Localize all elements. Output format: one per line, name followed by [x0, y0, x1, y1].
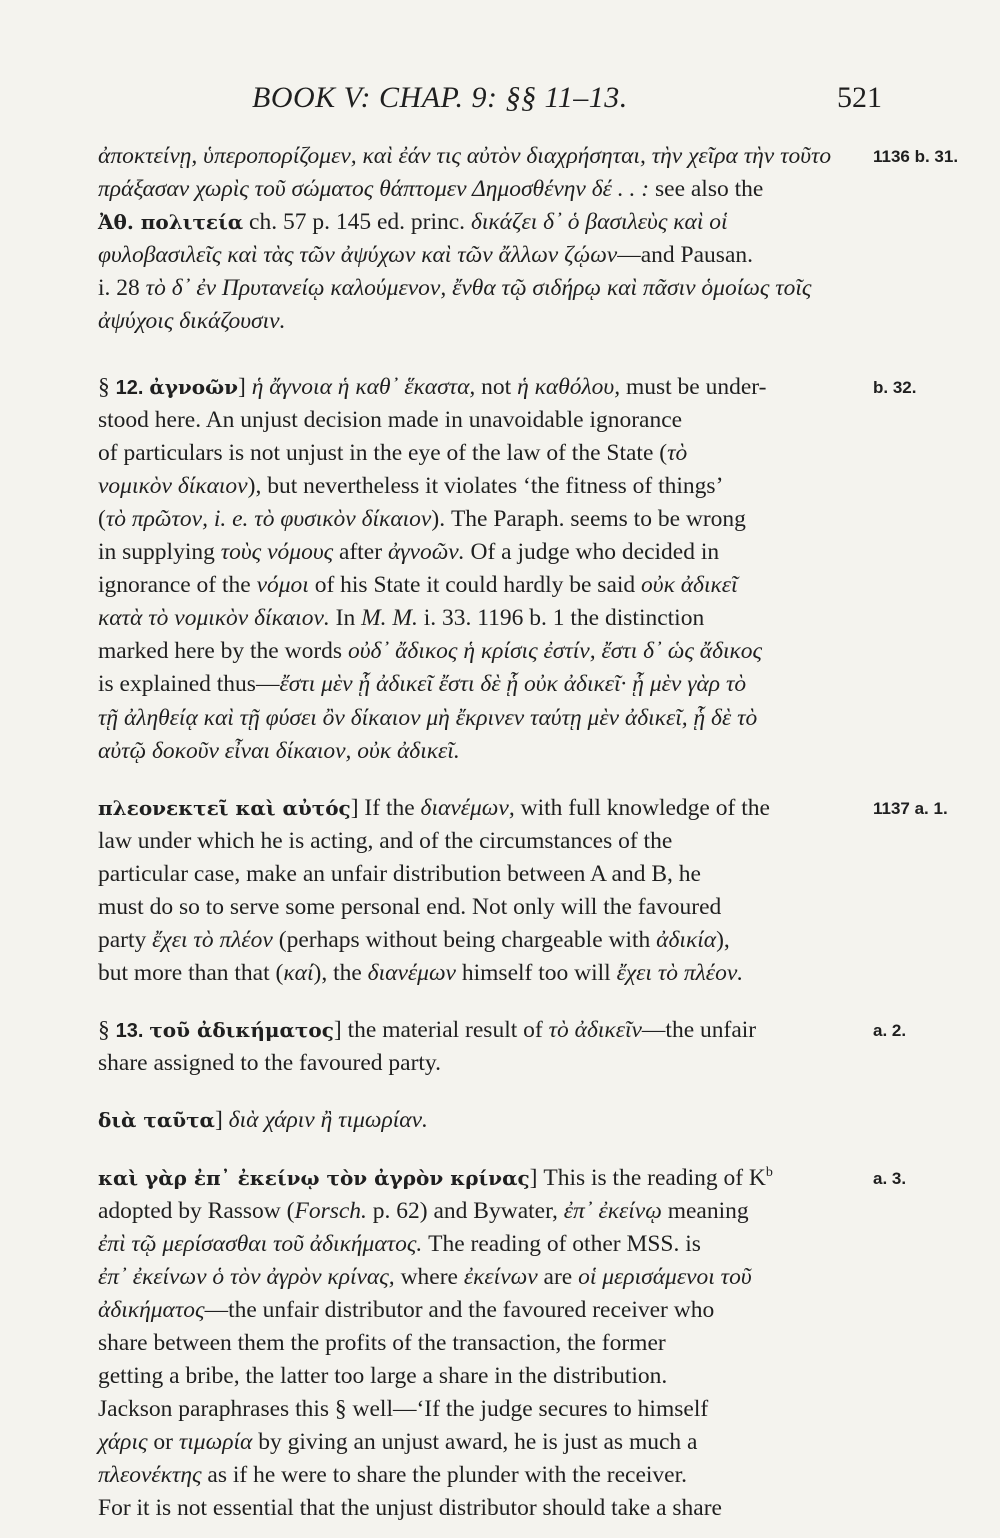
text-line	[98, 1195, 878, 1228]
text-line	[98, 404, 878, 437]
text-segment: of his State it could hardly be said	[308, 572, 642, 599]
greek-text: ἀποκτείνῃ, ὑπεροπορίζομεν, καὶ ἐάν τις αὐτὸν διαχρήσηται, τὴν χεῖρα τὴν τοῦτο	[98, 143, 832, 169]
text-segment: law under which he is acting, and of the circumstances of the	[98, 827, 673, 854]
text-line	[98, 206, 878, 239]
text-line	[98, 602, 878, 635]
text-line	[98, 437, 878, 470]
lemma: πλεονεκτεῖ καὶ αὐτός	[98, 795, 351, 820]
text-line	[98, 305, 878, 338]
greek-text: ἡ καθόλου,	[517, 373, 621, 400]
margin-reference: a. 3.	[873, 1168, 907, 1188]
text-segment: For it is not essential that the unjust distributor should take a share	[98, 1495, 722, 1522]
text-line	[98, 635, 878, 668]
text-segment: party	[98, 927, 153, 954]
greek-text: δικάζει δ᾽ ὁ βασιλεὺς καὶ οἱ	[470, 209, 728, 236]
text-line	[98, 891, 878, 924]
greek-text: ἐπ᾽ ἐκείνων ὁ τὸν ἀγρὸν κρίνας,	[98, 1263, 395, 1290]
text-segment: Of a judge who decided in	[464, 539, 720, 566]
text-line	[98, 1047, 878, 1080]
greek-text: ἐπὶ τῷ μερίσασθαι τοῦ ἀδικήματος.	[98, 1230, 423, 1257]
greek-text: ἐπ᾽ ἐκείνῳ	[563, 1197, 662, 1224]
greek-text: ἀψύχοις δικάζουσιν.	[98, 308, 286, 335]
text-line	[98, 503, 878, 536]
greek-text: τὸ	[667, 439, 688, 466]
text-line	[98, 825, 878, 858]
text-line	[98, 1104, 878, 1137]
text-segment: Jackson paraphrases this § well—‘If the judge secures to himself	[98, 1396, 709, 1423]
greek-text: αὐτῷ δοκοῦν εἶναι δίκαιον, οὐκ ἀδικεῖ.	[98, 737, 460, 764]
text-segment: where	[394, 1263, 464, 1290]
greek-text: χάρις	[98, 1429, 148, 1456]
lemma: Ἀθ. πολιτεία	[98, 210, 244, 235]
text-segment: stood here. An unjust decision made in unavoidable ignorance	[98, 406, 683, 433]
text-segment: ). The Paraph. seems to be wrong	[431, 505, 746, 532]
text-segment: ch. 57 p. 145 ed. princ.	[243, 209, 471, 236]
text-segment: ), but nevertheless it violates ‘the fitness of things’	[247, 472, 724, 499]
lemma: διὰ ταῦτα	[98, 1108, 215, 1133]
text-segment: not	[475, 373, 518, 400]
text-segment: ] This is the reading of K	[529, 1164, 766, 1191]
greek-text: διανέμων,	[420, 794, 515, 821]
text-segment: as if he were to share the plunder with the receiver.	[201, 1462, 688, 1489]
text-segment: is explained thus—	[98, 671, 280, 698]
text-line	[98, 371, 917, 404]
text-line	[98, 735, 878, 768]
text-line	[98, 470, 878, 503]
text-line	[98, 239, 878, 272]
text-segment: (	[98, 505, 106, 532]
text-segment: with full knowledge of the	[514, 794, 770, 821]
text-segment: §	[98, 373, 116, 400]
greek-text: τὸ δ᾽ ἐν Πρυτανείῳ καλούμενον, ἔνθα τῷ σιδήρῳ καὶ πᾶσιν ὁμοίως τοῖς	[145, 275, 812, 302]
text-segment: The reading of other MSS. is	[422, 1230, 701, 1257]
text-segment: ignorance of the	[98, 572, 257, 599]
greek-text: ἔχει τὸ πλέον.	[616, 960, 744, 987]
text-segment: or	[147, 1429, 179, 1456]
text-line	[98, 858, 878, 891]
text-line	[98, 1162, 907, 1195]
greek-text: φυλοβασιλεῖς καὶ τὰς τῶν ἀψύχων καὶ τῶν ἄλλων ζῴων	[98, 242, 618, 269]
text-line	[98, 1294, 878, 1327]
lemma: ἀγνοῶν	[149, 374, 239, 399]
text-segment: marked here by the words	[98, 638, 348, 665]
section-number: 13.	[115, 1020, 144, 1043]
running-title: BOOK V: CHAP. 9: §§ 11–13.	[252, 81, 628, 114]
text-segment: himself too will	[455, 960, 617, 987]
text-segment: of particulars is not unjust in the eye of the law of the State (	[98, 439, 668, 466]
text-line	[98, 1459, 878, 1492]
text-segment: ]	[238, 373, 252, 400]
margin-reference: a. 2.	[873, 1021, 907, 1041]
commentary-text	[98, 140, 959, 1526]
text-segment: by giving an unjust award, he is just as much a	[252, 1429, 698, 1456]
text-line	[98, 569, 878, 602]
text-line	[98, 924, 878, 957]
text-segment: i. 28	[98, 275, 146, 302]
text-segment: share between them the profits of the transaction, the former	[98, 1330, 666, 1356]
text-segment: i. 33. 1196 b. 1 the distinction	[417, 605, 705, 632]
text-segment: §	[98, 1017, 116, 1044]
text-line	[98, 536, 878, 569]
greek-text: πλεονέκτης	[98, 1462, 202, 1489]
text-line	[98, 702, 878, 735]
greek-text: πράξασαν χωρὶς τοῦ σώματος θάπτομεν Δημοσθένην δέ . . :	[98, 176, 650, 203]
greek-text: νομικὸν δίκαιον	[98, 472, 248, 499]
text-line	[98, 792, 948, 825]
text-segment: must be under-	[620, 373, 767, 400]
greek-text: M. M.	[361, 605, 418, 632]
greek-text: διανέμων	[367, 960, 456, 987]
text-segment: in supplying	[98, 539, 221, 566]
text-line	[98, 957, 878, 990]
greek-text: καί	[283, 960, 314, 987]
text-segment: —the unfair	[641, 1017, 757, 1044]
greek-text: Forsch.	[294, 1197, 367, 1224]
text-line	[98, 1014, 907, 1047]
greek-text: ἀγνοῶν.	[387, 539, 465, 566]
text-segment: p. 62) and Bywater,	[366, 1197, 564, 1224]
text-line	[98, 1393, 878, 1426]
text-segment: particular case, make an unfair distribution between A and B, he	[98, 860, 701, 887]
text-line	[98, 668, 878, 701]
text-line	[98, 1327, 878, 1360]
text-segment: —and Pausan.	[617, 242, 754, 269]
greek-text: τὸ πρῶτον, i. e. τὸ φυσικὸν δίκαιον	[105, 505, 432, 532]
greek-text: οὐκ ἀδικεῖ	[641, 572, 738, 599]
section-number: 12.	[115, 376, 144, 399]
text-segment: b	[765, 1164, 773, 1180]
margin-reference: 1137 a. 1.	[873, 798, 948, 818]
greek-text: τοὺς νόμους	[220, 539, 334, 566]
text-segment: ] If the	[350, 794, 421, 821]
text-segment: (perhaps without being chargeable with	[272, 927, 657, 954]
text-line	[98, 1426, 878, 1459]
text-line	[98, 1228, 878, 1261]
lemma: τοῦ ἀδικήματος	[149, 1018, 334, 1043]
text-line	[98, 1492, 878, 1525]
text-segment: but more than that (	[98, 960, 284, 987]
greek-text: ἐκείνων	[463, 1263, 538, 1290]
text-segment: are	[537, 1263, 579, 1290]
text-segment: —the unfair distributor and the favoured receiver who	[204, 1296, 715, 1323]
text-line	[98, 272, 878, 305]
greek-text: ἀδικήματος	[98, 1296, 205, 1323]
text-segment: ] the material result of	[333, 1017, 549, 1044]
margin-reference: b. 32.	[873, 377, 917, 397]
text-segment: ),	[716, 927, 730, 954]
text-segment: see also the	[649, 176, 764, 203]
greek-text: ἔχει τὸ πλέον	[152, 927, 273, 954]
greek-text: τιμωρία	[178, 1429, 253, 1456]
text-segment: share assigned to the favoured party.	[98, 1050, 442, 1077]
greek-text: οὐδ᾽ ἄδικος ἡ κρίσις ἐστίν, ἔστι δ᾽ ὡς ἄδικος	[347, 638, 763, 665]
greek-text: ἔστι μὲν ᾗ ἀδικεῖ ἔστι δὲ ᾗ οὐκ ἀδικεῖ· ᾗ μὲν γὰρ τὸ	[279, 671, 747, 698]
text-line	[98, 1360, 878, 1393]
text-segment: getting a bribe, the latter too large a share in the distribution.	[98, 1363, 668, 1390]
lemma: καὶ γὰρ ἐπ᾽ ἐκείνῳ τὸν ἀγρὸν κρίνας	[98, 1165, 530, 1190]
greek-text: κατὰ τὸ νομικὸν δίκαιον.	[98, 605, 330, 632]
text-segment: ), the	[313, 960, 368, 987]
greek-text: ἀδικία	[656, 927, 717, 954]
greek-text: τῇ ἀληθείᾳ καὶ τῇ φύσει ὂν δίκαιον μὴ ἔκρινεν ταύτῃ μὲν ἀδικεῖ, ᾗ δὲ τὸ	[98, 704, 758, 731]
page-number: 521	[837, 81, 882, 114]
greek-text: ἡ ἄγνοια ἡ καθ᾽ ἕκαστα,	[251, 373, 476, 400]
greek-text: διὰ χάριν ἢ τιμωρίαν.	[228, 1107, 428, 1134]
text-line	[98, 1261, 878, 1294]
greek-text: οἱ μερισάμενοι τοῦ	[578, 1263, 752, 1290]
greek-text: νόμοι	[256, 572, 309, 599]
text-segment: ]	[214, 1107, 229, 1134]
text-segment: after	[333, 539, 388, 566]
greek-text: τὸ ἀδικεῖν	[548, 1017, 642, 1044]
margin-reference: 1136 b. 31.	[873, 147, 959, 166]
text-segment: In	[329, 605, 362, 632]
text-line	[98, 140, 959, 173]
running-header	[252, 78, 882, 118]
text-segment: meaning	[661, 1197, 749, 1224]
text-segment: must do so to serve some personal end. Not only will the favoured	[98, 893, 722, 920]
text-line	[98, 173, 878, 206]
text-segment: adopted by Rassow (	[98, 1197, 295, 1224]
